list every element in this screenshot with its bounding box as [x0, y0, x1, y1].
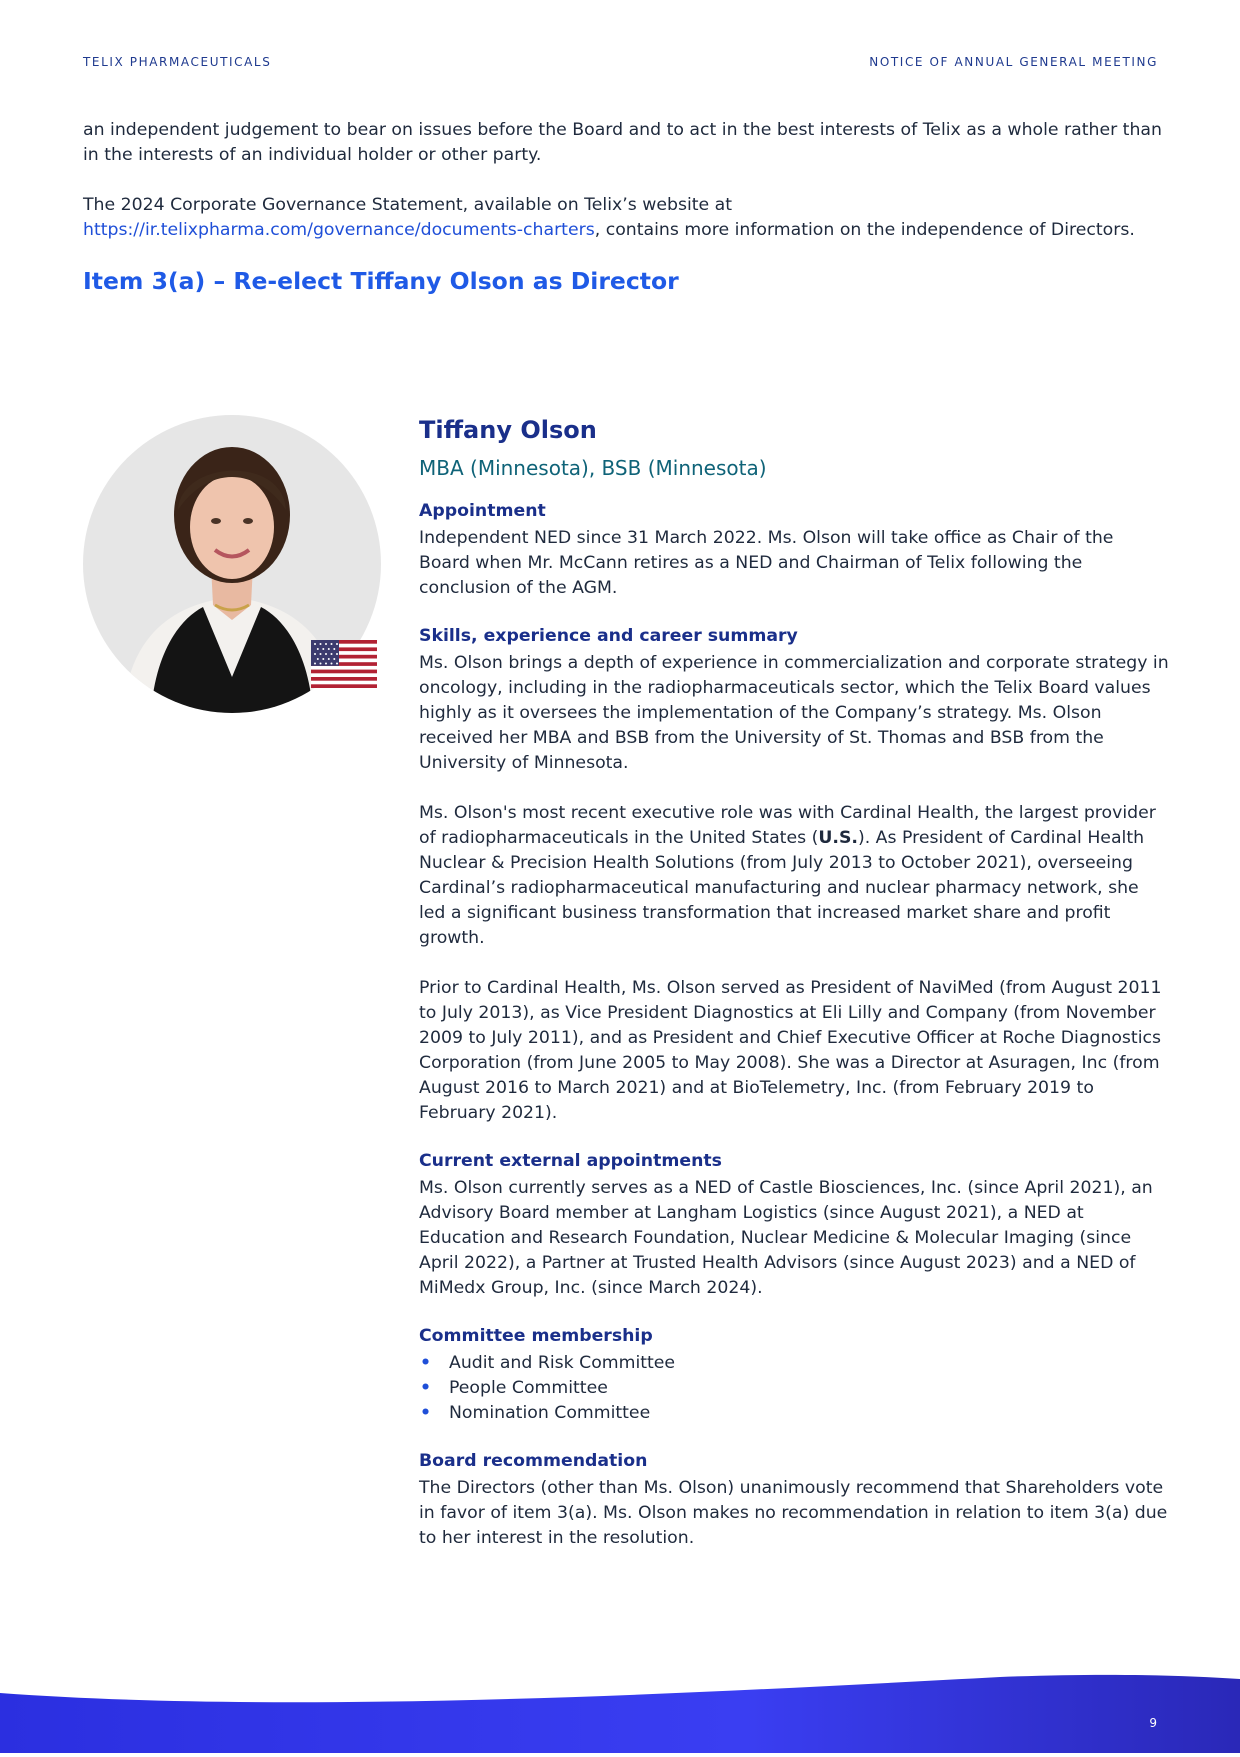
us-flag-icon [311, 640, 377, 688]
list-item: • People Committee [419, 1376, 1169, 1401]
skills-paragraph-2-text: Ms. Olson's most recent executive role was with Cardinal Health, the largest provider of radiopharmaceuticals in the United States ( [419, 803, 1156, 848]
skills-paragraph-3: Prior to Cardinal Health, Ms. Olson served as President of NaviMed (from August 2011 to July 2013), as Vice President Diagnostics at Eli Lilly and Company (from November 2009 to July 2011), and as President and Chief Executive Officer at Roche Diagnostics Corporation (from June 2005 to May 2008). She was a Director at Asuragen, Inc (from August 2016 to March 2021) and at BioTelemetry, Inc. (from February 2019 to February 2021). [419, 978, 1162, 1123]
recommendation-section [419, 1450, 1169, 1551]
external-appointments-text: Ms. Olson currently serves as a NED of Castle Biosciences, Inc. (since April 2021), an Advisory Board member at Langham Logistics (since August 2021), a NED at Education and Research Foundation, Nuclear Medicine & Molecular Imaging (since April 2022), a Partner at Trusted Health Advisors (since August 2023) and a NED of MiMedx Group, Inc. (since March 2024). [419, 1178, 1153, 1298]
page-footer [0, 1673, 1240, 1753]
skills-heading: Skills, experience and career summary [419, 626, 798, 646]
governance-link[interactable]: https://ir.telixpharma.com/governance/documents-charters [83, 220, 595, 240]
external-appointments-section [419, 1150, 1169, 1301]
intro-section [83, 118, 1163, 268]
portrait-image [83, 415, 381, 713]
header-document-title: NOTICE OF ANNUAL GENERAL MEETING [869, 55, 1158, 69]
intro-paragraph-2 [83, 193, 1163, 243]
appointment-heading: Appointment [419, 501, 546, 521]
header-company: TELIX PHARMACEUTICALS [83, 55, 272, 69]
director-bio [419, 414, 1169, 1575]
committee-list [419, 1351, 1169, 1426]
skills-paragraph-2-text-end: ). As President of Cardinal Health Nuclear & Precision Health Solutions (from July 2013 to October 2021), overseeing Cardinal’s radiopharmaceutical manufacturing and nuclear pharmacy network, she led a significant business transformation that increased market share and profit growth. [419, 828, 1145, 948]
list-item: • Audit and Risk Committee [419, 1351, 1169, 1376]
director-qualifications: MBA (Minnesota), BSB (Minnesota) [419, 456, 767, 480]
page-number: 9 [1149, 1716, 1157, 1730]
committee-heading: Committee membership [419, 1326, 653, 1346]
item-title: Item 3(a) – Re-elect Tiffany Olson as Director [83, 267, 679, 295]
skills-paragraph-2 [419, 801, 1169, 951]
intro-paragraph-2-text: The 2024 Corporate Governance Statement, available on Telix’s website at [83, 195, 733, 215]
intro-paragraph-1: an independent judgement to bear on issues before the Board and to act in the best interests of Telix as a whole rather than in the interests of an individual holder or other party. [83, 120, 1162, 165]
skills-section [419, 625, 1169, 1126]
skills-paragraph-1: Ms. Olson brings a depth of experience in commercialization and corporate strategy in oncology, including in the radiopharmaceuticals sector, which the Telix Board values highly as it oversees the implementation of the Company’s strategy. Ms. Olson received her MBA and BSB from the University of St. Thomas and BSB from the University of Minnesota. [419, 653, 1169, 773]
recommendation-heading: Board recommendation [419, 1451, 648, 1471]
appointment-section [419, 500, 1169, 601]
page-header [83, 55, 1158, 71]
director-portrait [83, 415, 381, 713]
list-item: • Nomination Committee [419, 1401, 1169, 1426]
intro-paragraph-2-text-end: , contains more information on the independence of Directors. [594, 220, 1135, 240]
recommendation-text: The Directors (other than Ms. Olson) unanimously recommend that Shareholders vote in favor of item 3(a). Ms. Olson makes no recommendation in relation to item 3(a) due to her interest in the resolution. [419, 1478, 1168, 1548]
appointment-text: Independent NED since 31 March 2022. Ms. Olson will take office as Chair of the Board when Mr. McCann retires as a NED and Chairman of Telix following the conclusion of the AGM. [419, 528, 1114, 598]
us-abbreviation: U.S. [818, 828, 858, 848]
director-name: Tiffany Olson [419, 416, 597, 444]
committee-section [419, 1325, 1169, 1426]
footer-wave [0, 1673, 1240, 1753]
external-appointments-heading: Current external appointments [419, 1151, 722, 1171]
